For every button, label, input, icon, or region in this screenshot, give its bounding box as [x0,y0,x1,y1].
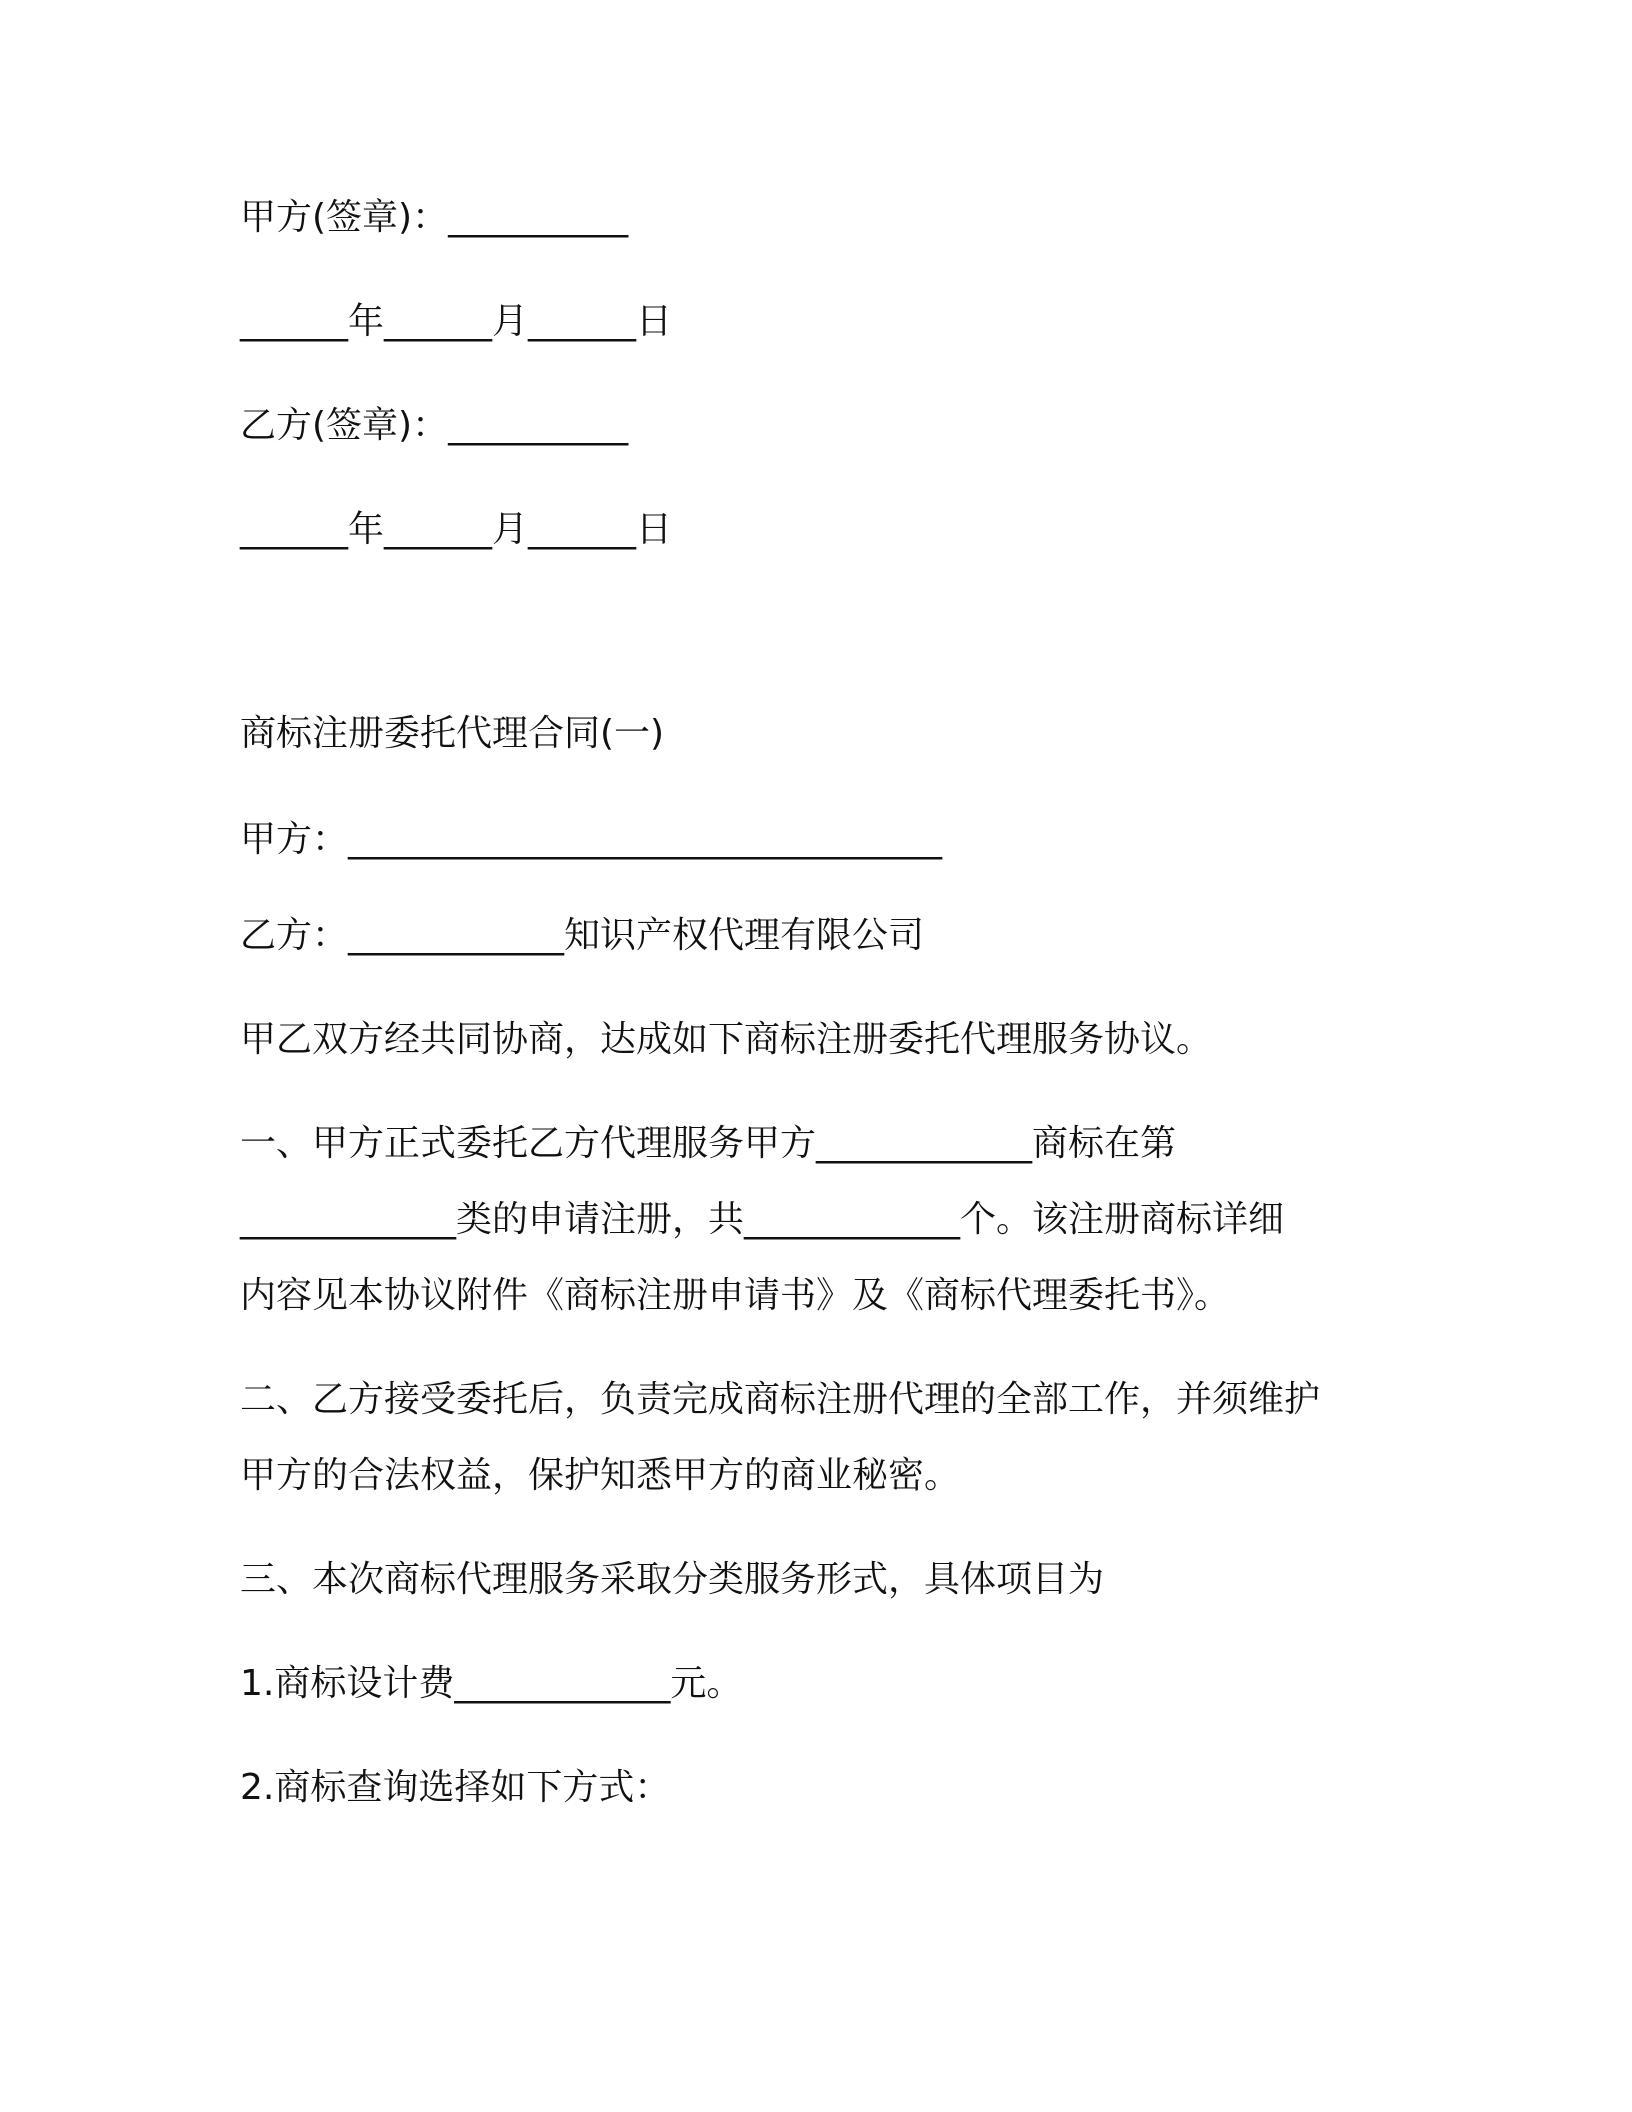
item-1-design-fee: 1.商标设计费____________元。 [240,1663,743,1704]
contract-intro: 甲乙双方经共同协商，达成如下商标注册委托代理服务协议。 [240,1019,1213,1060]
clause-2-line-1: 二、乙方接受委托后，负责完成商标注册代理的全部工作，并须维护 [240,1379,1321,1420]
clause-3: 三、本次商标代理服务采取分类服务形式，具体项目为 [240,1559,1105,1600]
party-b-signature-line: 乙方(签章)：__________ [240,405,629,446]
clause-1-line-3: 内容见本协议附件《商标注册申请书》及《商标代理委托书》。 [240,1275,1231,1316]
party-a-date-line: ______年______月______日 [240,301,672,342]
party-b-date-line: ______年______月______日 [240,509,672,550]
contract-title: 商标注册委托代理合同(一) [240,713,665,754]
clause-1-line-2: ____________类的申请注册，共____________个。该注册商标详细 [240,1199,1285,1240]
item-2-query-method: 2.商标查询选择如下方式： [240,1767,671,1808]
contract-party-a: 甲方：_________________________________ [240,819,943,860]
contract-party-b: 乙方：____________知识产权代理有限公司 [240,915,925,956]
clause-1-line-1: 一、甲方正式委托乙方代理服务甲方____________商标在第 [240,1123,1177,1164]
clause-2-line-2: 甲方的合法权益，保护知悉甲方的商业秘密。 [240,1455,961,1496]
party-a-signature-line: 甲方(签章)：__________ [240,197,629,238]
